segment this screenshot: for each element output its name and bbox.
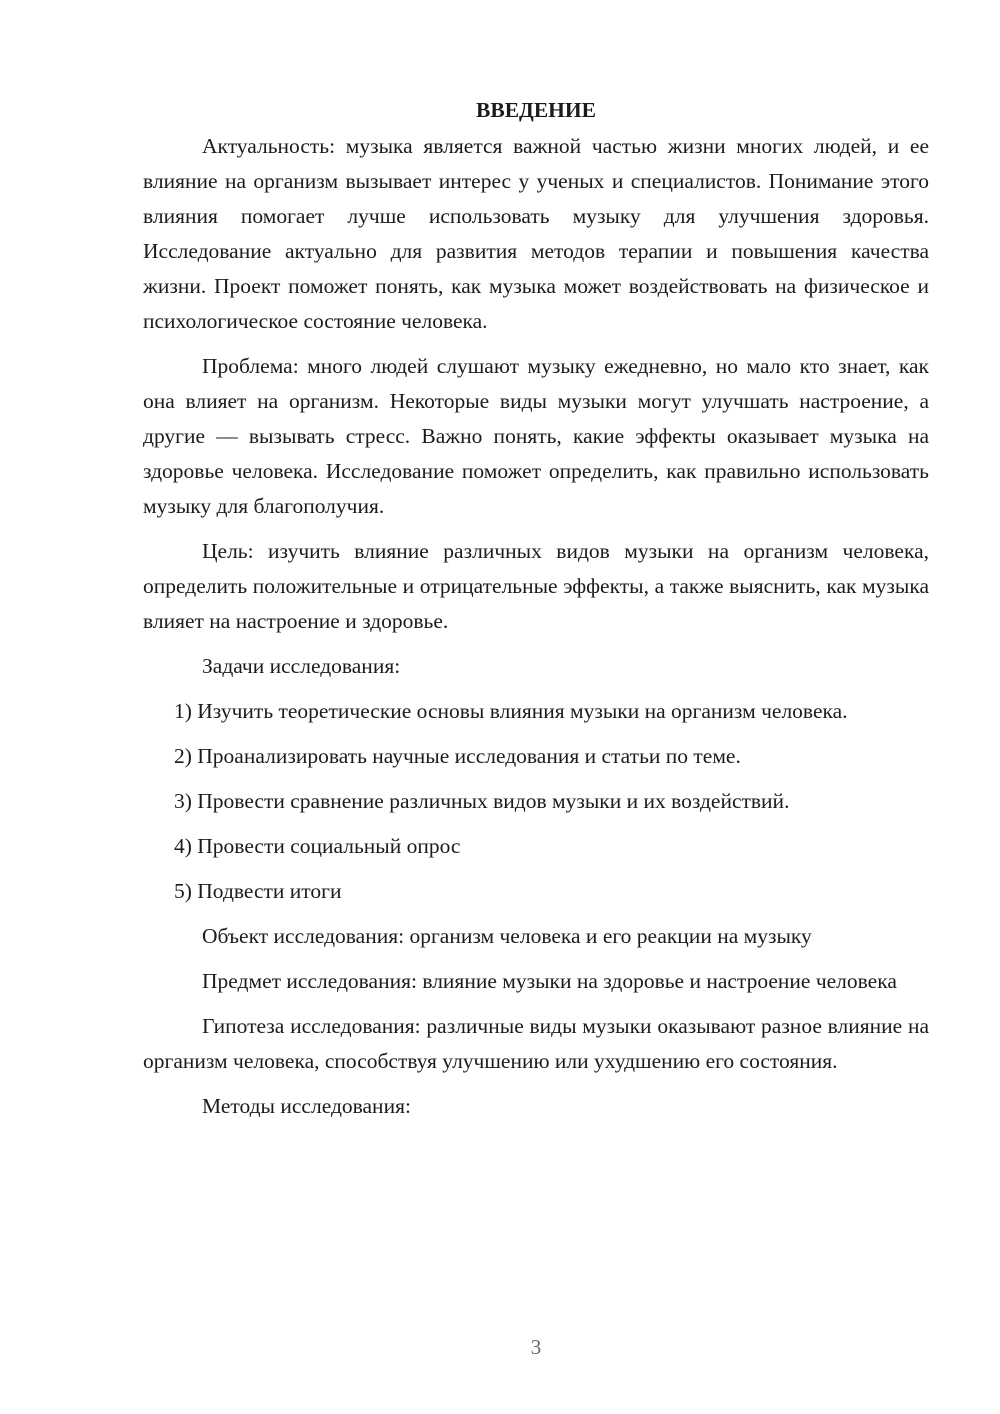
task-item: 2) Проанализировать научные исследования и статьи по теме. xyxy=(174,744,741,768)
page-content xyxy=(143,92,929,1134)
tasks-heading: Задачи исследования: xyxy=(202,654,401,678)
hypothesis-paragraph: Гипотеза исследования: различные виды музыки оказывают разное влияние на организм человека, способствуя улучшению или ухудшению его состояния. xyxy=(143,1014,929,1073)
tasks-list xyxy=(143,694,929,909)
object-paragraph: Объект исследования: организм человека и его реакции на музыку xyxy=(202,924,812,948)
task-item: 4) Провести социальный опрос xyxy=(174,834,461,858)
methods-heading: Методы исследования: xyxy=(202,1094,411,1118)
task-item: 5) Подвести итоги xyxy=(174,879,342,903)
goal-paragraph: Цель: изучить влияние различных видов музыки на организм человека, определить положительные и отрицательные эффекты, а также выяснить, как музыка влияет на настроение и здоровье. xyxy=(143,539,929,633)
page-number: 3 xyxy=(530,1335,542,1359)
subject-paragraph: Предмет исследования: влияние музыки на здоровье и настроение человека xyxy=(202,969,897,993)
task-item: 3) Провести сравнение различных видов музыки и их воздействий. xyxy=(174,789,790,813)
actuality-paragraph: Актуальность: музыка является важной частью жизни многих людей, и ее влияние на организм вызывает интерес у ученых и специалистов. Понимание этого влияния помогает лучше использовать музыку для улучшения здоровья. Исследование актуально для развития методов терапии и повышения качества жизни. Проект поможет понять, как музыка может воздействовать на физическое и психологическое состояние человека. xyxy=(143,134,929,333)
problem-paragraph: Проблема: много людей слушают музыку ежедневно, но мало кто знает, как она влияет на организм. Некоторые виды музыки могут улучшать настроение, а другие — вызывать стресс. Важно понять, какие эффекты оказывает музыка на здоровье человека. Исследование поможет определить, как правильно использовать музыку для благополучия. xyxy=(143,354,929,518)
task-item: 1) Изучить теоретические основы влияния музыки на организм человека. xyxy=(174,699,848,723)
section-title: ВВЕДЕНИЕ xyxy=(476,98,596,122)
